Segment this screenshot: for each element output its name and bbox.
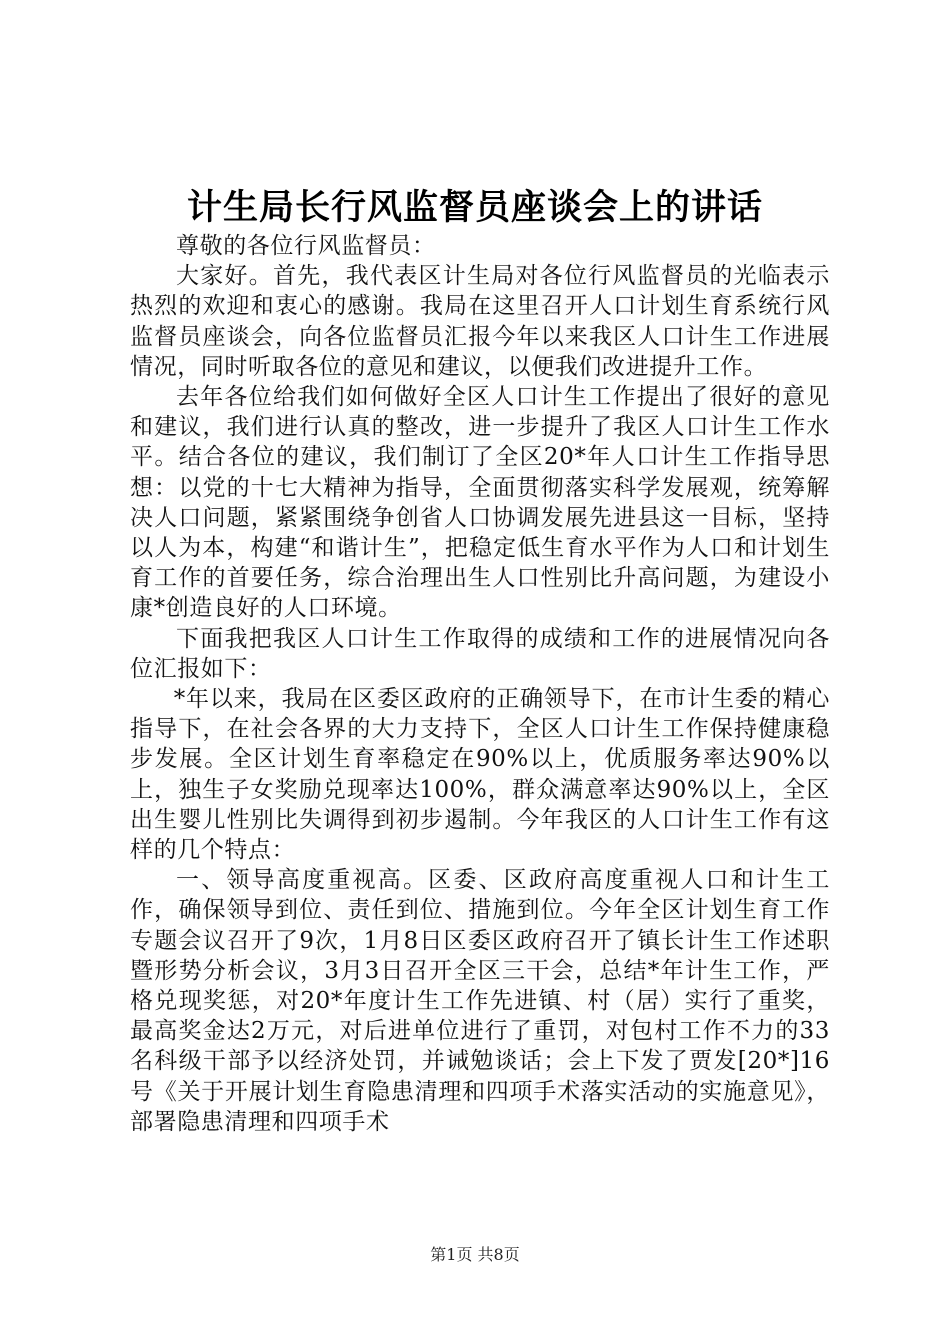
- page-footer: 第1页 共8页: [430, 1245, 520, 1264]
- body-paragraph: 下面我把我区人口计生工作取得的成绩和工作的进展情况向各位汇报如下：: [130, 625, 830, 682]
- body-paragraph: 一、领导高度重视高。区委、区政府高度重视人口和计生工作，确保领导到位、责任到位、措施到位。今年全区计划生育工作专题会议召开了9次，1月8日区委区政府召开了镇长计生工作述职暨形势分析会议，3月3日召开全区三干会，总结*年计生工作，严格兑现奖惩，对20*年度计生工作先进镇、村（居）实行了重奖，最高奖金达2万元，对后进单位进行了重罚，对包村工作不力的33名科级干部予以经济处罚，并诫勉谈话；会上下发了贾发[20*]16号《关于开展计划生育隐患清理和四项手术落实活动的实施意见》，部署隐患清理和四项手术: [130, 867, 830, 1135]
- salutation-paragraph: 尊敬的各位行风监督员：: [176, 233, 436, 259]
- body-paragraph: 去年各位给我们如何做好全区人口计生工作提出了很好的意见和建议，我们进行认真的整改，进一步提升了我区人口计生工作水平。结合各位的建议，我们制订了全区20*年人口计生工作指导思想：以党的十七大精神为指导，全面贯彻落实科学发展观，统筹解决人口问题，紧紧围绕争创省人口协调发展先进县这一目标，坚持以人为本，构建“和谐计生”，把稳定低生育水平作为人口和计划生育工作的首要任务，综合治理出生人口性别比升高问题，为建设小康*创造良好的人口环境。: [130, 384, 830, 622]
- body-paragraph: 大家好。首先，我代表区计生局对各位行风监督员的光临表示热烈的欢迎和衷心的感谢。我局在这里召开人口计划生育系统行风监督员座谈会，向各位监督员汇报今年以来我区人口计生工作进展情况，同时听取各位的意见和建议，以便我们改进提升工作。: [130, 263, 830, 380]
- document-body: [130, 231, 830, 1137]
- body-paragraph: *年以来，我局在区委区政府的正确领导下，在市计生委的精心指导下，在社会各界的大力支持下，全区人口计生工作保持健康稳步发展。全区计划生育率稳定在90%以上，优质服务率达90%以上，独生子女奖励兑现率达100%，群众满意率达90%以上，全区出生婴儿性别比失调得到初步遏制。今年我区的人口计生工作有这样的几个特点：: [130, 686, 830, 864]
- document-title: 计生局长行风监督员座谈会上的讲话: [186, 187, 763, 228]
